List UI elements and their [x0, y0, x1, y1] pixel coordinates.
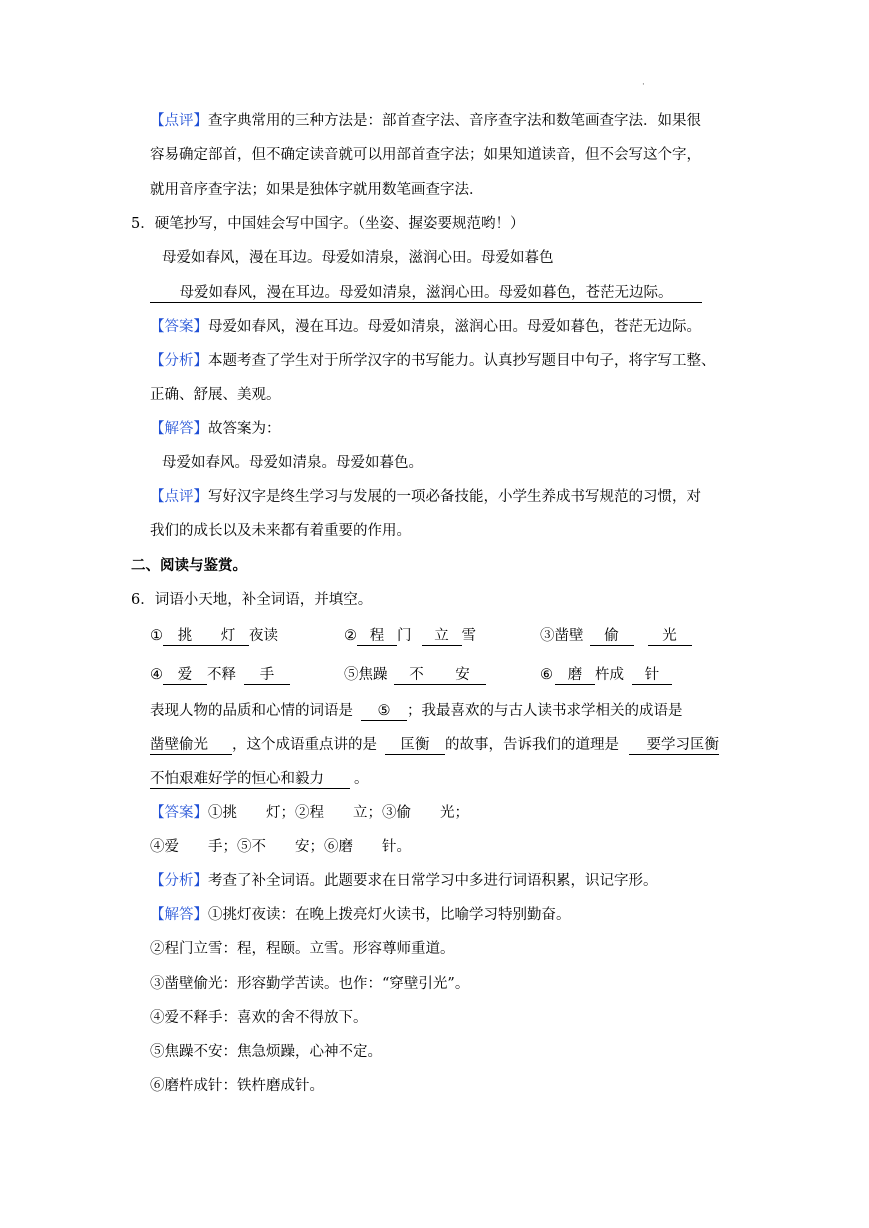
idiom-prefix: ⑤焦躁 [344, 667, 388, 683]
q5-answer [150, 317, 701, 337]
analysis-tag: 【分析】 [150, 353, 208, 369]
analysis-tag: 【分析】 [150, 873, 208, 889]
q5-copied-text: 母爱如春风，漫在耳边。母爱如清泉，滋润心田。母爱如暮色，苍茫无边际。 [150, 284, 702, 303]
answer-text: ①挑 灯；②程 立；③偷 光； [208, 805, 469, 821]
fill-answer: 凿壁偷光 [150, 736, 232, 755]
q5-prompt: 母爱如春风，漫在耳边。母爱如清泉，滋润心田。母爱如暮色 [162, 250, 554, 266]
q5-solution-text: 母爱如春风。母爱如清泉。母爱如暮色。 [162, 455, 423, 471]
q4-comment-line-2: 容易确定部首，但不确定读音就可以用部首查字法；如果知道读音，但不会写这个字， [150, 147, 701, 163]
answer-tag: 【答案】 [150, 805, 208, 821]
blank: 程 [357, 627, 397, 646]
fill-answer: 不怕艰难好学的恒心和毅力 [150, 770, 350, 789]
idiom-1 [150, 626, 278, 646]
idiom-6 [540, 665, 672, 685]
idiom-prefix: ① [150, 628, 163, 644]
idiom-prefix: ③凿壁 [540, 628, 584, 644]
q6-answer-1 [150, 803, 469, 823]
fill-text: ；我最喜欢的与古人读书求学相关的成语是 [407, 703, 683, 719]
idiom-middle: 杵成 [595, 667, 624, 683]
fill-text: 的故事，告诉我们的道理是 [445, 737, 619, 753]
q6-fill-line-3 [150, 769, 369, 789]
fill-answer: 匡衡 [385, 736, 445, 755]
fill-answer: ⑤ [361, 702, 407, 721]
blank: 灯 [207, 627, 249, 646]
page-dot: · [642, 80, 645, 90]
fill-text: 表现人物的品质和心情的词语是 [150, 703, 353, 719]
answer-tag: 【答案】 [150, 319, 208, 335]
comment-tag: 【点评】 [150, 113, 208, 129]
q5-comment-2: 我们的成长以及未来都有着重要的作用。 [150, 523, 411, 539]
q6-solution-2: ②程门立雪：程，程颐。立雪。形容尊师重道。 [150, 941, 455, 957]
q6-solution-6: ⑥磨杵成针：铁杵磨成针。 [150, 1078, 324, 1094]
q6-solution-5: ⑤焦躁不安：焦急烦躁，心神不定。 [150, 1044, 382, 1060]
q4-comment-line-1 [150, 111, 701, 131]
idiom-middle: 不释 [207, 667, 236, 683]
q6-stem: 6．词语小天地，补全词语，并填空。 [131, 592, 373, 608]
q6-solution-3: ③凿壁偷光：形容勤学苦读。也作：“穿壁引光”。 [150, 976, 470, 992]
idiom-suffix: 夜读 [249, 628, 278, 644]
idiom-prefix: ④ [150, 667, 163, 683]
idiom-5 [344, 665, 486, 685]
blank: 立 [422, 627, 462, 646]
comment-text: 查字典常用的三种方法是：部首查字法、音序查字法和数笔画查字法．如果很 [208, 113, 701, 129]
solution-text: ①挑灯夜读：在晚上拨亮灯火读书，比喻学习特别勤奋。 [208, 907, 571, 923]
blank: 磨 [555, 666, 595, 685]
section-title: 二、阅读与鉴赏。 [131, 557, 247, 574]
q6-fill-line-1 [150, 701, 683, 721]
q5-comment-1 [150, 487, 701, 507]
blank: 针 [632, 666, 672, 685]
q5-analysis-1 [150, 351, 716, 371]
blank: 安 [440, 666, 486, 685]
idiom-4 [150, 665, 290, 685]
blank: 不 [394, 666, 440, 685]
comment-tag: 【点评】 [150, 489, 208, 505]
solution-tag: 【解答】 [150, 907, 208, 923]
idiom-prefix: ② [344, 628, 357, 644]
blank: 爱 [163, 666, 207, 685]
q4-comment-line-3: 就用音序查字法；如果是独体字就用数笔画查字法． [150, 182, 484, 198]
fill-text: ，这个成语重点讲的是 [232, 737, 377, 753]
analysis-text: 本题考查了学生对于所学汉字的书写能力。认真抄写题目中句子，将字写工整、 [208, 353, 716, 369]
fill-answer: 要学习匡衡 [629, 736, 719, 755]
q6-answer-2: ④爱 手；⑤不 安；⑥磨 针。 [150, 839, 411, 855]
comment-text: 写好汉字是终生学习与发展的一项必备技能，小学生养成书写规范的习惯，对 [208, 489, 701, 505]
q5-stem: 5．硬笔抄写，中国娃会写中国字。（坐姿、握姿要规范哟！） [131, 216, 525, 232]
q6-solution-1 [150, 905, 571, 925]
idiom-prefix: ⑥ [540, 667, 553, 683]
analysis-text: 考查了补全词语。此题要求在日常学习中多进行词语积累，识记字形。 [208, 873, 658, 889]
fill-text: 。 [354, 771, 369, 787]
blank: 挑 [163, 627, 207, 646]
idiom-2 [344, 626, 476, 646]
blank: 光 [648, 627, 692, 646]
q6-fill-line-2 [150, 735, 719, 755]
blank: 手 [244, 666, 290, 685]
q6-analysis [150, 871, 658, 891]
q5-analysis-2: 正确、舒展、美观。 [150, 387, 281, 403]
q5-solution [150, 419, 281, 439]
idiom-suffix: 雪 [461, 628, 476, 644]
answer-text: 母爱如春风，漫在耳边。母爱如清泉，滋润心田。母爱如暮色，苍茫无边际。 [208, 319, 701, 335]
solution-text: 故答案为： [208, 421, 281, 437]
blank: 偷 [590, 627, 634, 646]
solution-tag: 【解答】 [150, 421, 208, 437]
idiom-middle: 门 [397, 628, 412, 644]
q5-copied-line [150, 283, 702, 303]
q6-solution-4: ④爱不释手：喜欢的舍不得放下。 [150, 1010, 368, 1026]
idiom-3 [540, 626, 692, 646]
